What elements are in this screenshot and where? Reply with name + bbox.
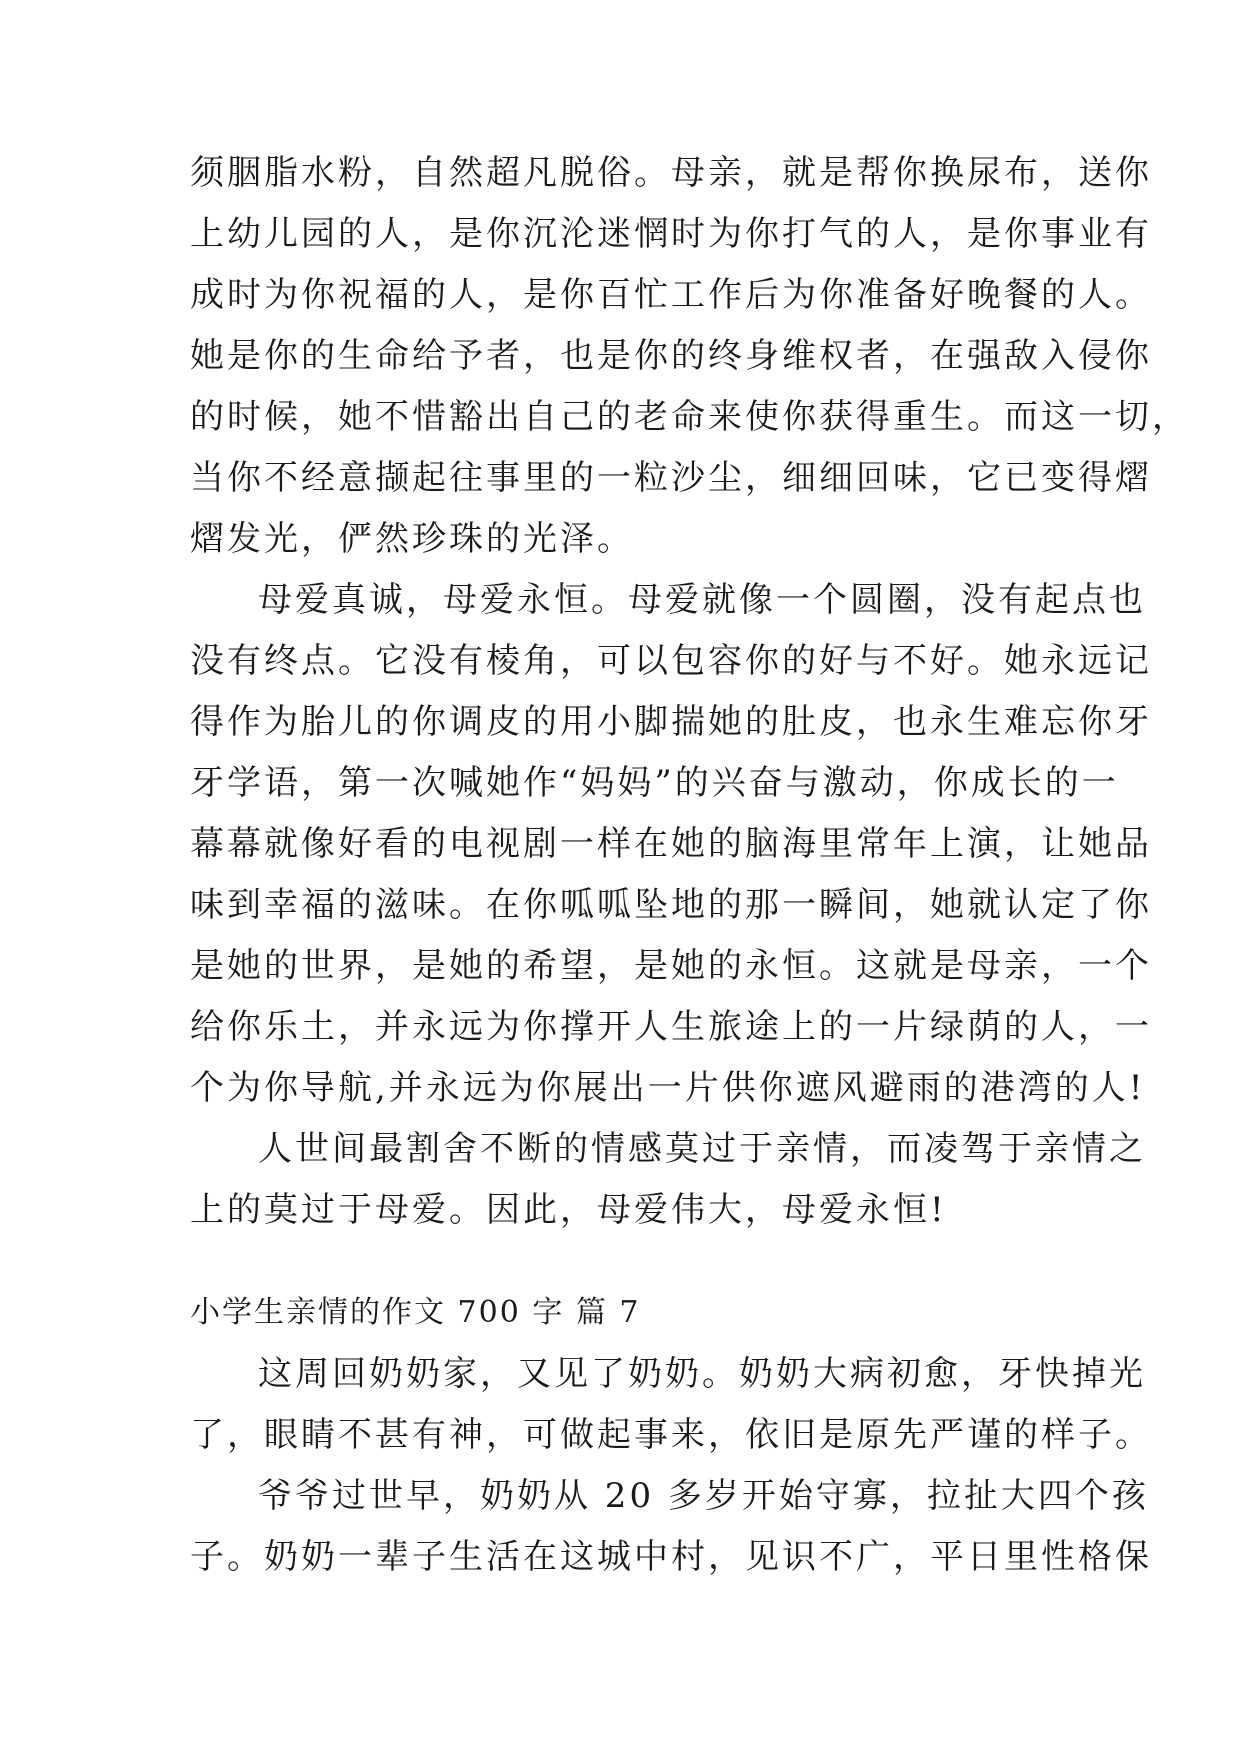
section-heading: 小学生亲情的作文 700 字 篇 7	[190, 1295, 641, 1330]
paragraph-first-line: 爷爷过世早，奶奶从 20 多岁开始守寡，拉扯大四个孩	[258, 1476, 1149, 1516]
text-line: 她是你的生命给予者，也是你的终身维权者，在强敌入侵你	[190, 336, 1152, 376]
text-line: 须胭脂水粉，自然超凡脱俗。母亲，就是帮你换尿布，送你	[190, 153, 1152, 193]
text-line: 味到幸福的滋味。在你呱呱坠地的那一瞬间，她就认定了你	[190, 885, 1152, 925]
text-line: 成时为你祝福的人，是你百忙工作后为你准备好晚餐的人。	[190, 275, 1152, 315]
text-line: 熠发光，俨然珍珠的光泽。	[190, 519, 634, 559]
text-line: 给你乐土，并永远为你撑开人生旅途上的一片绿荫的人，一	[190, 1007, 1152, 1047]
text-line: 上幼儿园的人，是你沉沦迷惘时为你打气的人，是你事业有	[190, 214, 1152, 254]
text-line: 当你不经意撷起往事里的一粒沙尘，细细回味，它已变得熠	[190, 458, 1152, 498]
text-line: 的时候，她不惜豁出自己的老命来使你获得重生。而这一切，	[190, 397, 1189, 437]
paragraph-first-line: 人世间最割舍不断的情感莫过于亲情，而凌驾于亲情之	[258, 1129, 1146, 1169]
text-line: 个为你导航,并永远为你展出一片供你遮风避雨的港湾的人!	[190, 1068, 1146, 1108]
paragraph-first-line: 这周回奶奶家，又见了奶奶。奶奶大病初愈，牙快掉光	[258, 1354, 1146, 1394]
text-line: 得作为胎儿的你调皮的用小脚揣她的肚皮，也永生难忘你牙	[190, 702, 1152, 742]
text-line: 没有终点。它没有棱角，可以包容你的好与不好。她永远记	[190, 641, 1152, 681]
text-line: 是她的世界，是她的希望，是她的永恒。这就是母亲，一个	[190, 946, 1152, 986]
text-line: 牙学语，第一次喊她作“妈妈”的兴奋与激动，你成长的一	[190, 763, 1119, 803]
paragraph-first-line: 母爱真诚，母爱永恒。母爱就像一个圆圈，没有起点也	[258, 580, 1146, 620]
text-line: 子。奶奶一辈子生活在这城中村，见识不广，平日里性格保	[190, 1537, 1152, 1577]
text-line: 幕幕就像好看的电视剧一样在她的脑海里常年上演，让她品	[190, 824, 1152, 864]
text-line: 上的莫过于母爱。因此，母爱伟大，母爱永恒!	[190, 1190, 947, 1230]
text-line: 了，眼睛不甚有神，可做起事来，依旧是原先严谨的样子。	[190, 1415, 1152, 1455]
